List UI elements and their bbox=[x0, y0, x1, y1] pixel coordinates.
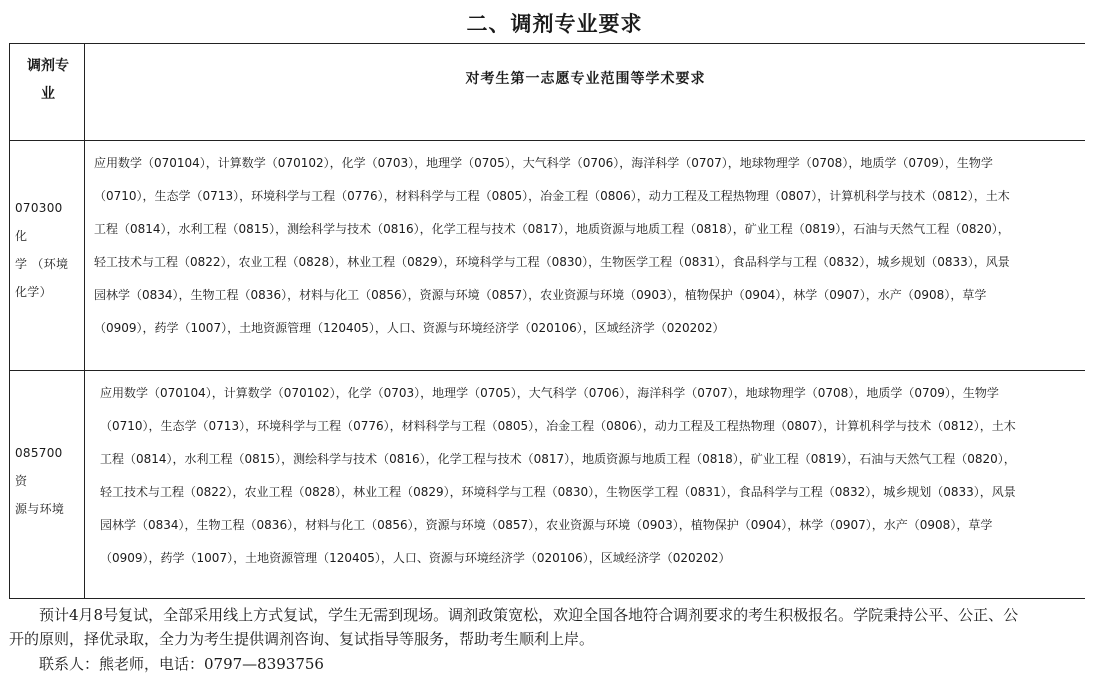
table-row bbox=[10, 141, 1085, 371]
requirement-line: 园林学（0834），生物工程（0836），材料与化工（0856），资源与环境（0857），农业资源与环境（0903），植物保护（0904），林学（0907），水产（0908），草学 bbox=[94, 288, 987, 302]
requirement-line: 应用数学（070104），计算数学（070102），化学（0703），地理学（0705），大气科学（0706），海洋科学（0707），地球物理学（0708），地质学（0709），生物学 bbox=[94, 156, 993, 170]
header-major-line: 业 bbox=[41, 86, 55, 102]
requirements-cell bbox=[86, 141, 1085, 370]
requirement-line: 园林学（0834），生物工程（0836），材料与化工（0856），资源与环境（0857），农业资源与环境（0903），植物保护（0904），林学（0907），水产（0908），草学 bbox=[100, 518, 993, 532]
requirement-line: （0909），药学（1007），土地资源管理（120405），人口、资源与环境经济学（020106），区域经济学（020202） bbox=[94, 321, 725, 335]
major-line: 化学） bbox=[15, 285, 52, 299]
major-line: 070300 化 bbox=[15, 201, 63, 243]
major-line: 源与环境 bbox=[15, 502, 65, 516]
requirement-line: 应用数学（070104），计算数学（070102），化学（0703），地理学（0705），大气科学（0706），海洋科学（0707），地球物理学（0708），地质学（0709），生物学 bbox=[100, 386, 999, 400]
requirement-line: 轻工技术与工程（0822），农业工程（0828），林业工程（0829），环境科学与工程（0830），生物医学工程（0831），食品科学与工程（0832），城乡规划（0833），风景 bbox=[94, 255, 1010, 269]
requirement-line: 轻工技术与工程（0822），农业工程（0828），林业工程（0829），环境科学与工程（0830），生物医学工程（0831），食品科学与工程（0832），城乡规划（0833），风景 bbox=[100, 485, 1016, 499]
header-cell-requirements bbox=[86, 44, 1085, 140]
header-cell-major bbox=[10, 44, 85, 140]
major-cell bbox=[10, 141, 85, 370]
requirement-line: （0909），药学（1007），土地资源管理（120405），人口、资源与环境经济学（020106），区域经济学（020202） bbox=[100, 551, 731, 565]
notice-line: 开的原则，择优录取，全力为考生提供调剂咨询、复试指导等服务，帮助考生顺利上岸。 bbox=[9, 630, 595, 648]
adjustment-requirements-table bbox=[9, 43, 1085, 599]
contact-info bbox=[9, 652, 1084, 676]
requirements-cell bbox=[86, 371, 1085, 598]
table-header-row bbox=[10, 44, 1085, 141]
major-line: 学 （环境 bbox=[15, 257, 69, 271]
requirement-line: （0710），生态学（0713），环境科学与工程（0776），材料科学与工程（0805），冶金工程（0806），动力工程及工程热物理（0807），计算机科学与技术（0812），土木 bbox=[100, 419, 1016, 433]
header-requirements-text: 对考生第一志愿专业范围等学术要求 bbox=[465, 71, 706, 87]
header-major-line: 调剂专 bbox=[27, 58, 69, 74]
requirement-line: 工程（0814），水利工程（0815），测绘科学与技术（0816），化学工程与技术（0817），地质资源与地质工程（0818），矿业工程（0819），石油与天然气工程（0820）， bbox=[100, 452, 1016, 466]
contact-line: 联系人：熊老师，电话：0797—8393756 bbox=[9, 655, 324, 673]
requirement-line: 工程（0814），水利工程（0815），测绘科学与技术（0816），化学工程与技术（0817），地质资源与地质工程（0818），矿业工程（0819），石油与天然气工程（0820）， bbox=[94, 222, 1010, 236]
requirement-line: （0710），生态学（0713），环境科学与工程（0776），材料科学与工程（0805），冶金工程（0806），动力工程及工程热物理（0807），计算机科学与技术（0812），土木 bbox=[94, 189, 1010, 203]
table-row bbox=[10, 371, 1085, 598]
major-line: 085700 资 bbox=[15, 446, 63, 488]
notice-paragraph bbox=[9, 603, 1084, 651]
section-title: 二、调剂专业要求 bbox=[466, 11, 643, 36]
notice-line: 预计4月8号复试，全部采用线上方式复试，学生无需到现场。调剂政策宽松，欢迎全国各地符合调剂要求的考生积极报名。学院秉持公平、公正、公 bbox=[9, 606, 1019, 624]
major-cell bbox=[10, 371, 85, 598]
